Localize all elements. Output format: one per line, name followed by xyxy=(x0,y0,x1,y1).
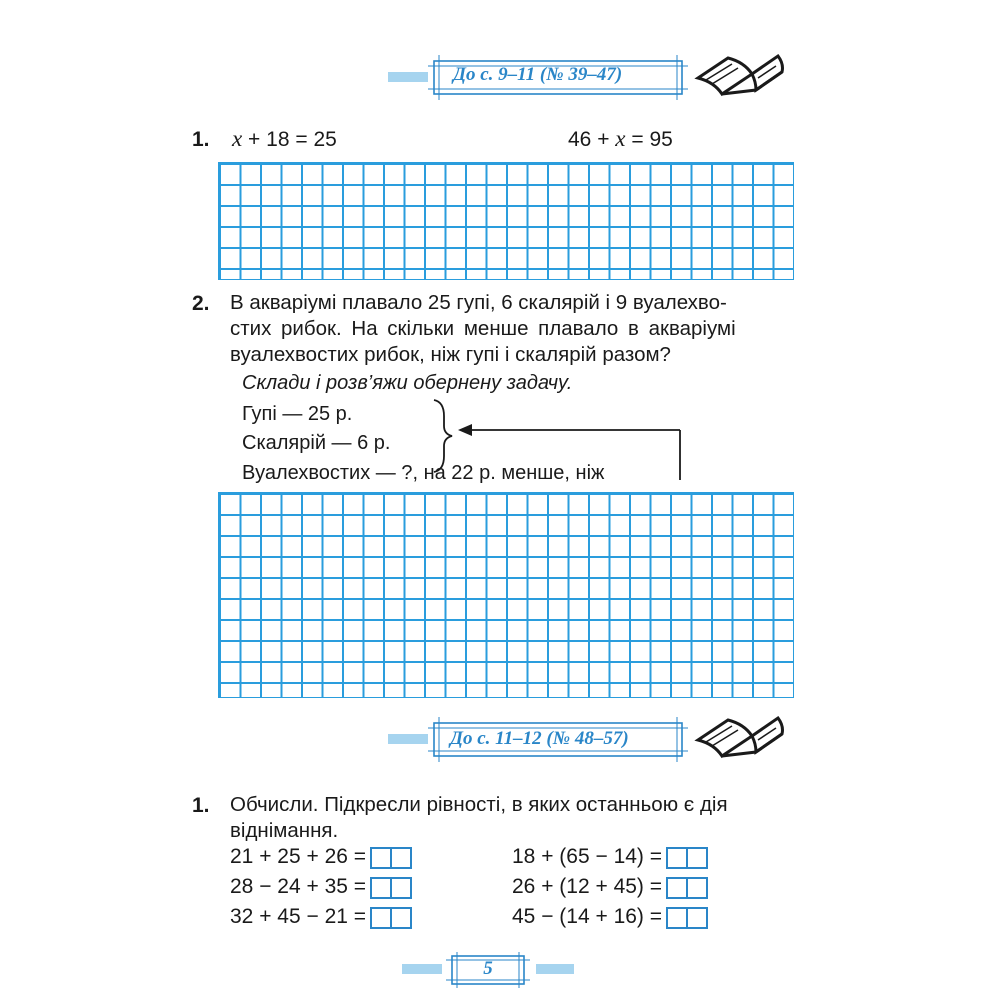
answer-box[interactable] xyxy=(666,877,688,899)
section-bar-left xyxy=(388,72,428,82)
answer-boxes[interactable] xyxy=(372,844,412,870)
footer-bar-left xyxy=(402,964,442,974)
expression-row xyxy=(230,904,412,930)
problem-text-line-2: віднімання. xyxy=(230,819,339,842)
answer-box[interactable] xyxy=(390,907,412,929)
expression-text: 28 − 24 + 35 = xyxy=(230,875,367,898)
expression-text: 26 + (12 + 45) = xyxy=(512,875,663,898)
problem-text-line-2: стих рибок. На скільки менше плавало в акваріумі xyxy=(230,317,736,340)
answer-box[interactable] xyxy=(370,907,392,929)
task-number: 1. xyxy=(192,794,210,817)
brace-and-arrow xyxy=(424,396,688,486)
expression-row xyxy=(230,844,412,870)
expression-row xyxy=(512,904,708,930)
expression-text: 32 + 45 − 21 = xyxy=(230,905,367,928)
answer-boxes[interactable] xyxy=(668,874,708,900)
problem-text-line-1: Обчисли. Підкресли рівності, в яких останньою є дія xyxy=(230,793,728,816)
footer-bar-right xyxy=(536,964,574,974)
expression-row xyxy=(512,844,708,870)
problem-text-line-3: вуалехвостих рибок, ніж гупі і скалярій разом? xyxy=(230,343,671,366)
equation-2-text: 46 + x = 95 xyxy=(568,126,673,151)
answer-boxes[interactable] xyxy=(372,904,412,930)
expression-row xyxy=(230,874,412,900)
task-number: 2. xyxy=(192,292,210,315)
open-book-icon xyxy=(692,710,788,762)
condition-line-2: Скалярій — 6 р. xyxy=(242,432,391,454)
condition-line-1: Гупі — 25 р. xyxy=(242,403,353,425)
answer-box[interactable] xyxy=(370,877,392,899)
section-header-1: До с. 9–11 (№ 39–47) xyxy=(453,64,623,85)
section-header-2: До с. 11–12 (№ 48–57) xyxy=(450,728,629,749)
answer-grid-1[interactable] xyxy=(218,162,794,280)
section-bar-left xyxy=(388,734,428,744)
answer-boxes[interactable] xyxy=(372,874,412,900)
expression-text: 21 + 25 + 26 = xyxy=(230,845,367,868)
answer-box[interactable] xyxy=(666,847,688,869)
problem-text-line-1: В акваріумі плавало 25 гупі, 6 скалярій і 9 вуалехво- xyxy=(230,291,727,314)
equation-1-text: x + 18 = 25 xyxy=(232,126,337,151)
open-book-icon xyxy=(692,48,788,100)
task-number: 1. xyxy=(192,128,210,151)
equation-1 xyxy=(232,126,337,153)
expression-row xyxy=(512,874,708,900)
answer-box[interactable] xyxy=(390,877,412,899)
answer-box[interactable] xyxy=(390,847,412,869)
answer-box[interactable] xyxy=(666,907,688,929)
answer-box[interactable] xyxy=(686,877,708,899)
equation-2 xyxy=(568,126,673,153)
page-number: 5 xyxy=(483,958,493,979)
answer-grid-2[interactable] xyxy=(218,492,794,698)
expression-text: 45 − (14 + 16) = xyxy=(512,905,663,928)
expression-text: 18 + (65 − 14) = xyxy=(512,845,663,868)
answer-boxes[interactable] xyxy=(668,844,708,870)
instruction-text: Склади і розв’яжи обернену задачу. xyxy=(242,372,573,394)
answer-boxes[interactable] xyxy=(668,904,708,930)
answer-box[interactable] xyxy=(686,847,708,869)
condition-line-3: Вуалехвостих — ?, на 22 р. менше, ніж xyxy=(242,462,605,484)
answer-box[interactable] xyxy=(686,907,708,929)
answer-box[interactable] xyxy=(370,847,392,869)
